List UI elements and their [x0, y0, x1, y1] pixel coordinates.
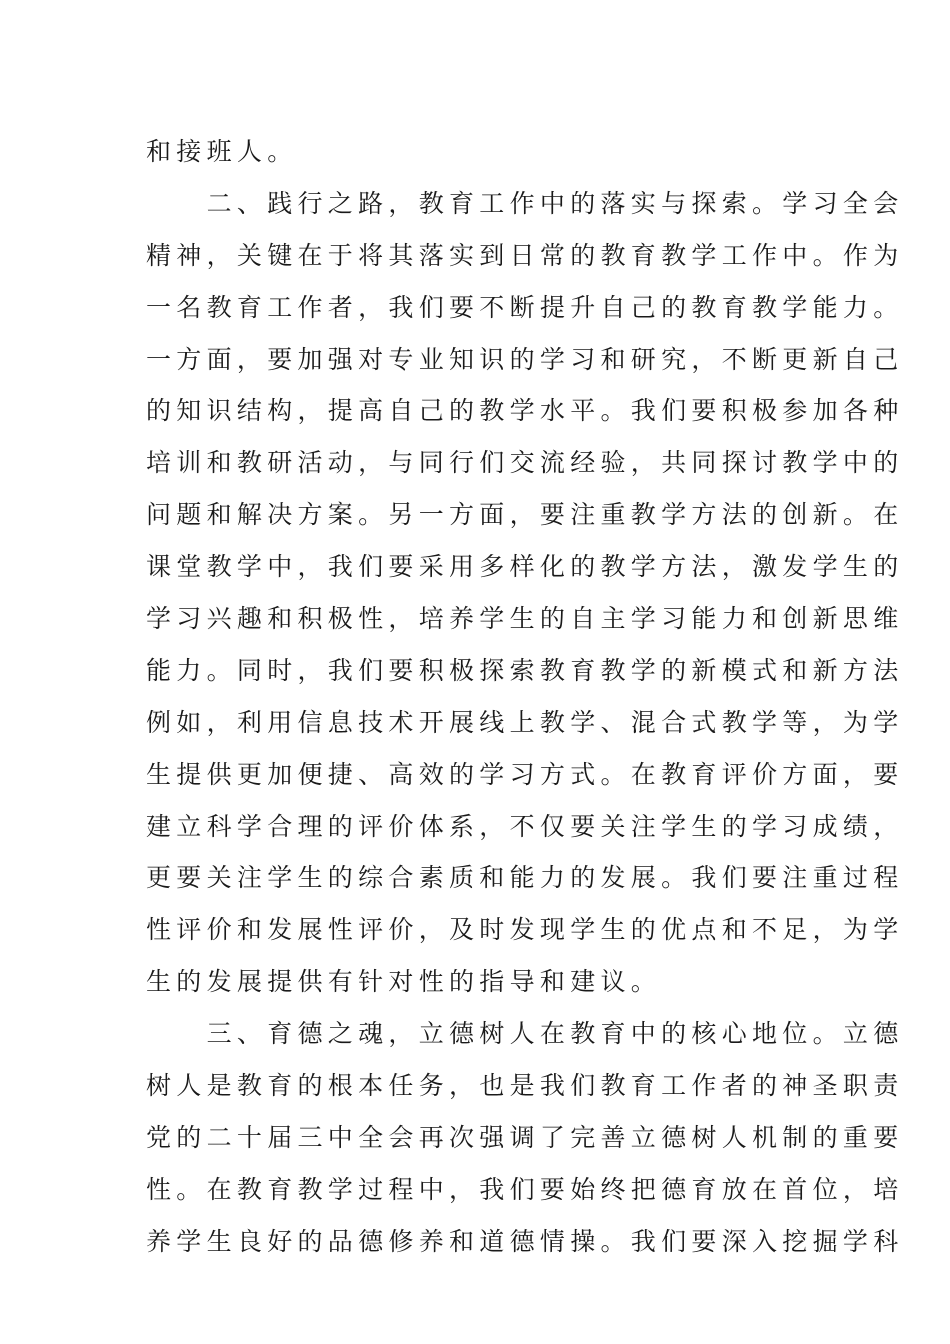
text-line: 精神，关键在于将其落实到日常的教育教学工作中。作为 — [146, 240, 904, 270]
text-line: 生提供更加便捷、高效的学习方式。在教育评价方面，要 — [146, 759, 904, 789]
text-line: 学习兴趣和积极性，培养学生的自主学习能力和创新思维 — [146, 604, 904, 634]
text-line: 树人是教育的根本任务，也是我们教育工作者的神圣职责 — [146, 1071, 904, 1101]
text-line: 一名教育工作者，我们要不断提升自己的教育教学能力。 — [146, 292, 904, 322]
body-text — [146, 126, 904, 1268]
text-line: 课堂教学中，我们要采用多样化的教学方法，激发学生的 — [146, 552, 904, 582]
text-line: 生的发展提供有针对性的指导和建议。 — [146, 967, 662, 997]
text-line: 更要关注学生的综合素质和能力的发展。我们要注重过程 — [146, 863, 904, 893]
text-line: 问题和解决方案。另一方面，要注重教学方法的创新。在 — [146, 500, 904, 530]
text-line: 二、践行之路，教育工作中的落实与探索。学习全会 — [146, 188, 904, 218]
text-line: 性评价和发展性评价，及时发现学生的优点和不足，为学 — [146, 915, 904, 945]
text-line: 性。在教育教学过程中，我们要始终把德育放在首位，培 — [146, 1174, 904, 1204]
text-line: 能力。同时，我们要积极探索教育教学的新模式和新方法 — [146, 655, 904, 685]
text-line: 养学生良好的品德修养和道德情操。我们要深入挖掘学科 — [146, 1226, 904, 1256]
text-line: 党的二十届三中全会再次强调了完善立德树人机制的重要 — [146, 1122, 904, 1152]
text-line: 培训和教研活动，与同行们交流经验，共同探讨教学中的 — [146, 448, 904, 478]
text-line: 三、育德之魂，立德树人在教育中的核心地位。立德 — [146, 1019, 904, 1049]
text-line: 建立科学合理的评价体系，不仅要关注学生的学习成绩， — [146, 811, 904, 841]
text-line: 一方面，要加强对专业知识的学习和研究，不断更新自己 — [146, 344, 904, 374]
text-line: 的知识结构，提高自己的教学水平。我们要积极参加各种 — [146, 396, 904, 426]
text-line: 例如，利用信息技术开展线上教学、混合式教学等，为学 — [146, 707, 904, 737]
text-line: 和接班人。 — [146, 137, 298, 166]
